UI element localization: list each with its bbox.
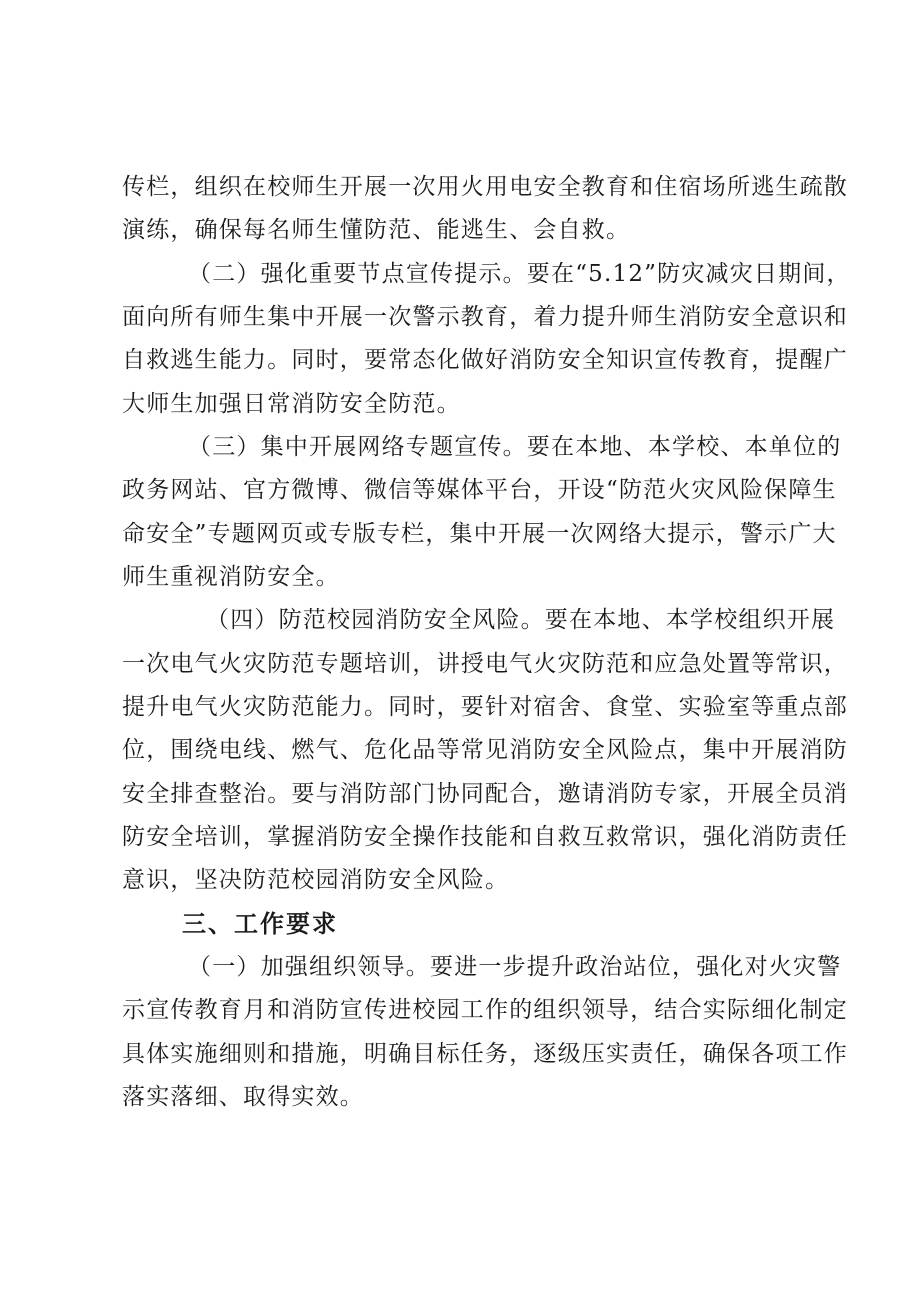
para-5-line-1: （一）加强组织领导。要进一步提升政治站位，强化对火灾警 bbox=[188, 954, 842, 980]
para-3-line-2: 政务网站、官方微博、微信等媒体平台，开设“防范火灾风险保障生 bbox=[122, 477, 837, 503]
para-1-line-2: 演练，确保每名师生懂防范、能逃生、会自救。 bbox=[122, 217, 631, 243]
para-5-line-2: 示宣传教育月和消防宣传进校园工作的组织领导，结合实际细化制定 bbox=[122, 997, 848, 1023]
para-4-line-1: （四）防范校园消防安全风险。要在本地、本学校组织开展 bbox=[206, 607, 836, 633]
para-4-line-7: 意识，坚决防范校园消防安全风险。 bbox=[122, 867, 510, 893]
para-4-line-6: 防安全培训，掌握消防安全操作技能和自救互救常识，强化消防责任 bbox=[122, 824, 848, 850]
para-2-line-1: （二）强化重要节点宣传提示。要在“5.12”防灾减灾日期间， bbox=[188, 261, 851, 287]
para-5-line-4: 落实落细、取得实效。 bbox=[122, 1084, 364, 1110]
para-4-line-3: 提升电气火灾防范能力。同时，要针对宿舍、食堂、实验室等重点部 bbox=[122, 694, 848, 720]
section-heading: 三、工作要求 bbox=[182, 910, 338, 938]
para-3-line-1: （三）集中开展网络专题宣传。要在本地、本学校、本单位的 bbox=[188, 434, 842, 460]
para-4-line-4: 位，围绕电线、燃气、危化品等常见消防安全风险点，集中开展消防 bbox=[122, 737, 848, 763]
para-4-line-5: 安全排查整治。要与消防部门协同配合，邀请消防专家，开展全员消 bbox=[122, 781, 848, 807]
para-2-line-2: 面向所有师生集中开展一次警示教育，着力提升师生消防安全意识和 bbox=[122, 304, 848, 330]
para-2-line-3: 自救逃生能力。同时，要常态化做好消防安全知识宣传教育，提醒广 bbox=[122, 347, 848, 373]
para-2-line-4: 大师生加强日常消防安全防范。 bbox=[122, 391, 461, 417]
para-4-line-2: 一次电气火灾防范专题培训，讲授电气火灾防范和应急处置等常识， bbox=[122, 651, 848, 677]
para-5-line-3: 具体实施细则和措施，明确目标任务，逐级压实责任，确保各项工作 bbox=[122, 1041, 848, 1067]
para-1-line-1: 传栏，组织在校师生开展一次用火用电安全教育和住宿场所逃生疏散 bbox=[122, 174, 848, 200]
para-3-line-4: 师生重视消防安全。 bbox=[122, 564, 340, 590]
para-3-line-3: 命安全”专题网页或专版专栏，集中开展一次网络大提示，警示广大 bbox=[122, 521, 837, 547]
